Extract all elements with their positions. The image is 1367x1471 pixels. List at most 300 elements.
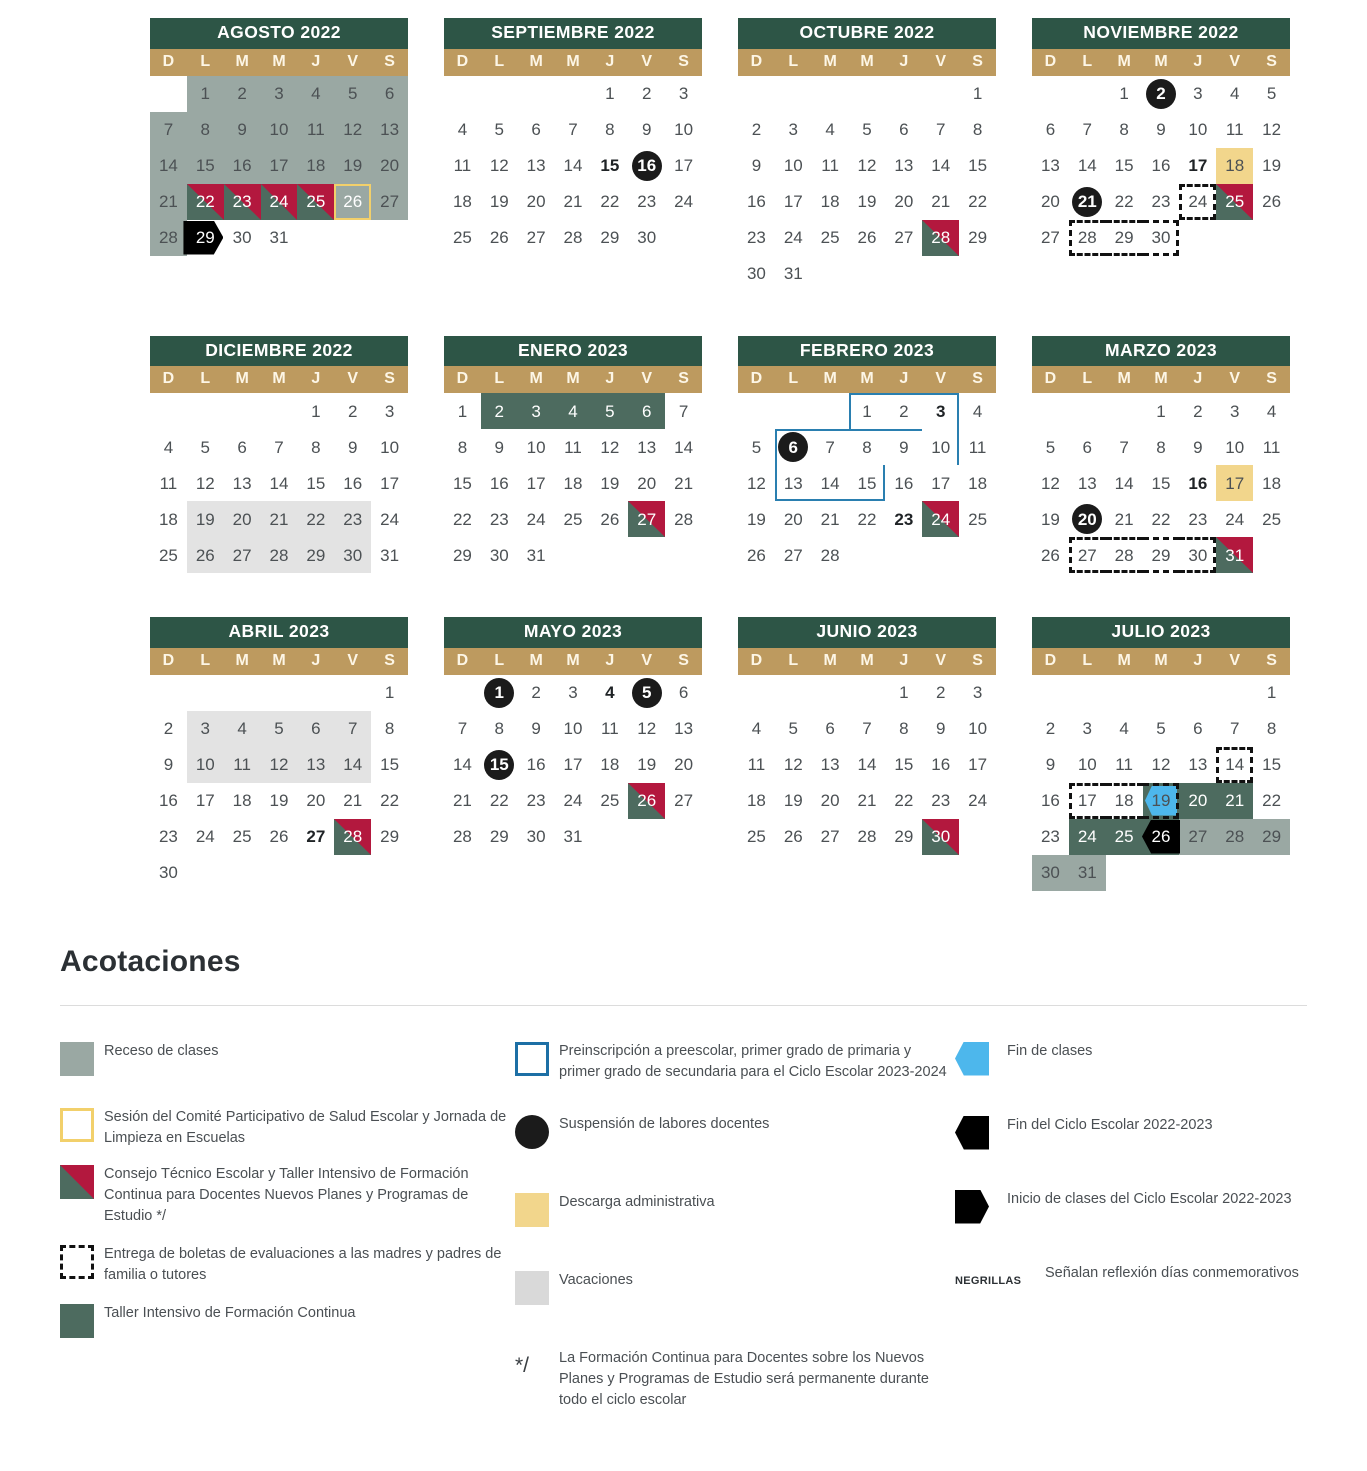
day-cell[interactable] <box>665 783 702 819</box>
day-cell[interactable] <box>775 112 812 148</box>
day-cell[interactable] <box>518 184 555 220</box>
day-cell[interactable] <box>591 112 628 148</box>
day-cell[interactable] <box>1179 747 1216 783</box>
day-cell[interactable] <box>959 76 996 112</box>
day-cell[interactable] <box>738 501 775 537</box>
day-cell[interactable] <box>628 184 665 220</box>
day-cell[interactable] <box>885 711 922 747</box>
day-cell[interactable] <box>444 711 481 747</box>
day-cell[interactable] <box>849 747 886 783</box>
day-cell[interactable] <box>187 747 224 783</box>
day-cell[interactable] <box>959 393 996 429</box>
day-cell[interactable] <box>481 220 518 256</box>
day-cell[interactable] <box>481 393 518 429</box>
day-cell[interactable] <box>555 819 592 855</box>
day-cell[interactable] <box>1032 220 1069 256</box>
day-cell[interactable] <box>738 747 775 783</box>
day-cell[interactable] <box>334 393 371 429</box>
day-cell[interactable] <box>1032 429 1069 465</box>
day-cell[interactable] <box>334 711 371 747</box>
day-cell[interactable] <box>775 429 812 465</box>
day-cell[interactable] <box>628 675 665 711</box>
day-cell[interactable] <box>1253 501 1290 537</box>
day-cell[interactable] <box>922 148 959 184</box>
day-cell[interactable] <box>665 148 702 184</box>
day-cell[interactable] <box>775 220 812 256</box>
day-cell[interactable] <box>812 184 849 220</box>
day-cell[interactable] <box>1143 184 1180 220</box>
day-cell[interactable] <box>1069 783 1106 819</box>
day-cell[interactable] <box>297 501 334 537</box>
day-cell[interactable] <box>150 747 187 783</box>
day-cell[interactable] <box>959 711 996 747</box>
day-cell[interactable] <box>959 675 996 711</box>
day-cell[interactable] <box>224 747 261 783</box>
day-cell[interactable] <box>518 501 555 537</box>
day-cell[interactable] <box>261 747 298 783</box>
day-cell[interactable] <box>1106 76 1143 112</box>
day-cell[interactable] <box>187 112 224 148</box>
day-cell[interactable] <box>1143 501 1180 537</box>
day-cell[interactable] <box>334 537 371 573</box>
day-cell[interactable] <box>371 711 408 747</box>
day-cell[interactable] <box>187 148 224 184</box>
day-cell[interactable] <box>297 76 334 112</box>
day-cell[interactable] <box>885 501 922 537</box>
day-cell[interactable] <box>849 783 886 819</box>
day-cell[interactable] <box>922 465 959 501</box>
day-cell[interactable] <box>518 429 555 465</box>
day-cell[interactable] <box>187 184 224 220</box>
day-cell[interactable] <box>665 393 702 429</box>
day-cell[interactable] <box>665 465 702 501</box>
day-cell[interactable] <box>628 711 665 747</box>
day-cell[interactable] <box>738 220 775 256</box>
day-cell[interactable] <box>591 184 628 220</box>
day-cell[interactable] <box>591 465 628 501</box>
day-cell[interactable] <box>481 112 518 148</box>
day-cell[interactable] <box>371 393 408 429</box>
day-cell[interactable] <box>150 711 187 747</box>
day-cell[interactable] <box>1032 537 1069 573</box>
day-cell[interactable] <box>1143 429 1180 465</box>
day-cell[interactable] <box>187 429 224 465</box>
day-cell[interactable] <box>1143 76 1180 112</box>
day-cell[interactable] <box>555 393 592 429</box>
day-cell[interactable] <box>150 184 187 220</box>
day-cell[interactable] <box>481 429 518 465</box>
day-cell[interactable] <box>224 783 261 819</box>
day-cell[interactable] <box>1106 465 1143 501</box>
day-cell[interactable] <box>481 675 518 711</box>
day-cell[interactable] <box>775 184 812 220</box>
day-cell[interactable] <box>849 184 886 220</box>
day-cell[interactable] <box>555 747 592 783</box>
day-cell[interactable] <box>150 783 187 819</box>
day-cell[interactable] <box>150 465 187 501</box>
day-cell[interactable] <box>812 711 849 747</box>
day-cell[interactable] <box>187 220 224 256</box>
day-cell[interactable] <box>1179 537 1216 573</box>
day-cell[interactable] <box>224 711 261 747</box>
day-cell[interactable] <box>775 819 812 855</box>
day-cell[interactable] <box>959 429 996 465</box>
day-cell[interactable] <box>224 537 261 573</box>
day-cell[interactable] <box>334 112 371 148</box>
day-cell[interactable] <box>849 112 886 148</box>
day-cell[interactable] <box>591 148 628 184</box>
day-cell[interactable] <box>849 711 886 747</box>
day-cell[interactable] <box>187 537 224 573</box>
day-cell[interactable] <box>628 76 665 112</box>
day-cell[interactable] <box>1216 184 1253 220</box>
day-cell[interactable] <box>1143 783 1180 819</box>
day-cell[interactable] <box>150 855 187 891</box>
day-cell[interactable] <box>591 711 628 747</box>
day-cell[interactable] <box>481 747 518 783</box>
day-cell[interactable] <box>261 783 298 819</box>
day-cell[interactable] <box>885 783 922 819</box>
day-cell[interactable] <box>444 429 481 465</box>
day-cell[interactable] <box>224 429 261 465</box>
day-cell[interactable] <box>187 711 224 747</box>
day-cell[interactable] <box>1032 184 1069 220</box>
day-cell[interactable] <box>297 783 334 819</box>
day-cell[interactable] <box>1106 220 1143 256</box>
day-cell[interactable] <box>555 112 592 148</box>
day-cell[interactable] <box>1216 711 1253 747</box>
day-cell[interactable] <box>150 220 187 256</box>
day-cell[interactable] <box>150 148 187 184</box>
day-cell[interactable] <box>444 112 481 148</box>
day-cell[interactable] <box>922 429 959 465</box>
day-cell[interactable] <box>1179 393 1216 429</box>
day-cell[interactable] <box>1216 112 1253 148</box>
day-cell[interactable] <box>775 465 812 501</box>
day-cell[interactable] <box>555 184 592 220</box>
day-cell[interactable] <box>297 393 334 429</box>
day-cell[interactable] <box>261 184 298 220</box>
day-cell[interactable] <box>1069 112 1106 148</box>
day-cell[interactable] <box>775 711 812 747</box>
day-cell[interactable] <box>738 711 775 747</box>
day-cell[interactable] <box>444 501 481 537</box>
day-cell[interactable] <box>628 747 665 783</box>
day-cell[interactable] <box>261 220 298 256</box>
day-cell[interactable] <box>738 819 775 855</box>
day-cell[interactable] <box>1179 711 1216 747</box>
day-cell[interactable] <box>849 393 886 429</box>
day-cell[interactable] <box>922 220 959 256</box>
day-cell[interactable] <box>628 465 665 501</box>
day-cell[interactable] <box>665 76 702 112</box>
day-cell[interactable] <box>1179 76 1216 112</box>
day-cell[interactable] <box>555 429 592 465</box>
day-cell[interactable] <box>922 783 959 819</box>
day-cell[interactable] <box>1253 783 1290 819</box>
day-cell[interactable] <box>849 819 886 855</box>
day-cell[interactable] <box>1143 747 1180 783</box>
day-cell[interactable] <box>518 819 555 855</box>
day-cell[interactable] <box>1032 501 1069 537</box>
day-cell[interactable] <box>922 501 959 537</box>
day-cell[interactable] <box>922 747 959 783</box>
day-cell[interactable] <box>371 112 408 148</box>
day-cell[interactable] <box>591 675 628 711</box>
day-cell[interactable] <box>555 220 592 256</box>
day-cell[interactable] <box>1216 783 1253 819</box>
day-cell[interactable] <box>628 393 665 429</box>
day-cell[interactable] <box>261 501 298 537</box>
day-cell[interactable] <box>1179 819 1216 855</box>
day-cell[interactable] <box>775 501 812 537</box>
day-cell[interactable] <box>1179 783 1216 819</box>
day-cell[interactable] <box>959 184 996 220</box>
day-cell[interactable] <box>1179 465 1216 501</box>
day-cell[interactable] <box>1143 148 1180 184</box>
day-cell[interactable] <box>1216 429 1253 465</box>
day-cell[interactable] <box>261 76 298 112</box>
day-cell[interactable] <box>922 675 959 711</box>
day-cell[interactable] <box>591 220 628 256</box>
day-cell[interactable] <box>555 501 592 537</box>
day-cell[interactable] <box>371 537 408 573</box>
day-cell[interactable] <box>444 220 481 256</box>
day-cell[interactable] <box>297 148 334 184</box>
day-cell[interactable] <box>224 112 261 148</box>
day-cell[interactable] <box>885 429 922 465</box>
day-cell[interactable] <box>812 148 849 184</box>
day-cell[interactable] <box>1069 711 1106 747</box>
day-cell[interactable] <box>261 112 298 148</box>
day-cell[interactable] <box>812 819 849 855</box>
day-cell[interactable] <box>849 501 886 537</box>
day-cell[interactable] <box>481 501 518 537</box>
day-cell[interactable] <box>297 819 334 855</box>
day-cell[interactable] <box>224 148 261 184</box>
day-cell[interactable] <box>297 112 334 148</box>
day-cell[interactable] <box>150 819 187 855</box>
day-cell[interactable] <box>591 747 628 783</box>
day-cell[interactable] <box>628 501 665 537</box>
day-cell[interactable] <box>481 711 518 747</box>
day-cell[interactable] <box>922 393 959 429</box>
day-cell[interactable] <box>371 148 408 184</box>
day-cell[interactable] <box>1143 711 1180 747</box>
day-cell[interactable] <box>555 465 592 501</box>
day-cell[interactable] <box>628 783 665 819</box>
day-cell[interactable] <box>555 711 592 747</box>
day-cell[interactable] <box>518 675 555 711</box>
day-cell[interactable] <box>1143 112 1180 148</box>
day-cell[interactable] <box>738 184 775 220</box>
day-cell[interactable] <box>738 256 775 292</box>
day-cell[interactable] <box>150 501 187 537</box>
day-cell[interactable] <box>1216 501 1253 537</box>
day-cell[interactable] <box>959 501 996 537</box>
day-cell[interactable] <box>150 537 187 573</box>
day-cell[interactable] <box>1179 148 1216 184</box>
day-cell[interactable] <box>885 819 922 855</box>
day-cell[interactable] <box>738 537 775 573</box>
day-cell[interactable] <box>297 429 334 465</box>
day-cell[interactable] <box>885 465 922 501</box>
day-cell[interactable] <box>1179 112 1216 148</box>
day-cell[interactable] <box>1069 855 1106 891</box>
day-cell[interactable] <box>297 184 334 220</box>
day-cell[interactable] <box>812 220 849 256</box>
day-cell[interactable] <box>1253 429 1290 465</box>
day-cell[interactable] <box>591 76 628 112</box>
day-cell[interactable] <box>1216 148 1253 184</box>
day-cell[interactable] <box>1106 783 1143 819</box>
day-cell[interactable] <box>224 220 261 256</box>
day-cell[interactable] <box>297 465 334 501</box>
day-cell[interactable] <box>371 184 408 220</box>
day-cell[interactable] <box>628 148 665 184</box>
day-cell[interactable] <box>297 711 334 747</box>
day-cell[interactable] <box>1253 184 1290 220</box>
day-cell[interactable] <box>1179 429 1216 465</box>
day-cell[interactable] <box>885 112 922 148</box>
day-cell[interactable] <box>1253 76 1290 112</box>
day-cell[interactable] <box>812 429 849 465</box>
day-cell[interactable] <box>1032 465 1069 501</box>
day-cell[interactable] <box>150 429 187 465</box>
day-cell[interactable] <box>1179 501 1216 537</box>
day-cell[interactable] <box>738 429 775 465</box>
day-cell[interactable] <box>812 112 849 148</box>
day-cell[interactable] <box>812 537 849 573</box>
day-cell[interactable] <box>371 819 408 855</box>
day-cell[interactable] <box>1106 711 1143 747</box>
day-cell[interactable] <box>1106 819 1143 855</box>
day-cell[interactable] <box>1143 393 1180 429</box>
day-cell[interactable] <box>297 537 334 573</box>
day-cell[interactable] <box>812 465 849 501</box>
day-cell[interactable] <box>444 537 481 573</box>
day-cell[interactable] <box>959 112 996 148</box>
day-cell[interactable] <box>849 429 886 465</box>
day-cell[interactable] <box>1143 819 1180 855</box>
day-cell[interactable] <box>518 711 555 747</box>
day-cell[interactable] <box>1179 184 1216 220</box>
day-cell[interactable] <box>628 220 665 256</box>
day-cell[interactable] <box>261 537 298 573</box>
day-cell[interactable] <box>444 184 481 220</box>
day-cell[interactable] <box>885 747 922 783</box>
day-cell[interactable] <box>1253 819 1290 855</box>
day-cell[interactable] <box>334 148 371 184</box>
day-cell[interactable] <box>849 220 886 256</box>
day-cell[interactable] <box>297 747 334 783</box>
day-cell[interactable] <box>481 465 518 501</box>
day-cell[interactable] <box>1069 537 1106 573</box>
day-cell[interactable] <box>481 783 518 819</box>
day-cell[interactable] <box>1032 783 1069 819</box>
day-cell[interactable] <box>1143 220 1180 256</box>
day-cell[interactable] <box>555 148 592 184</box>
day-cell[interactable] <box>775 148 812 184</box>
day-cell[interactable] <box>224 465 261 501</box>
day-cell[interactable] <box>1032 112 1069 148</box>
day-cell[interactable] <box>518 112 555 148</box>
day-cell[interactable] <box>444 747 481 783</box>
day-cell[interactable] <box>959 747 996 783</box>
day-cell[interactable] <box>371 76 408 112</box>
day-cell[interactable] <box>1106 112 1143 148</box>
day-cell[interactable] <box>261 465 298 501</box>
day-cell[interactable] <box>1106 184 1143 220</box>
day-cell[interactable] <box>1069 429 1106 465</box>
day-cell[interactable] <box>812 747 849 783</box>
day-cell[interactable] <box>1032 747 1069 783</box>
day-cell[interactable] <box>1216 747 1253 783</box>
day-cell[interactable] <box>334 429 371 465</box>
day-cell[interactable] <box>885 148 922 184</box>
day-cell[interactable] <box>959 465 996 501</box>
day-cell[interactable] <box>1143 465 1180 501</box>
day-cell[interactable] <box>261 819 298 855</box>
day-cell[interactable] <box>922 184 959 220</box>
day-cell[interactable] <box>738 148 775 184</box>
day-cell[interactable] <box>922 819 959 855</box>
day-cell[interactable] <box>371 783 408 819</box>
day-cell[interactable] <box>555 783 592 819</box>
day-cell[interactable] <box>628 429 665 465</box>
day-cell[interactable] <box>444 148 481 184</box>
day-cell[interactable] <box>738 112 775 148</box>
day-cell[interactable] <box>775 537 812 573</box>
day-cell[interactable] <box>1069 747 1106 783</box>
day-cell[interactable] <box>738 783 775 819</box>
day-cell[interactable] <box>1216 393 1253 429</box>
day-cell[interactable] <box>591 501 628 537</box>
day-cell[interactable] <box>665 711 702 747</box>
day-cell[interactable] <box>518 747 555 783</box>
day-cell[interactable] <box>444 783 481 819</box>
day-cell[interactable] <box>334 819 371 855</box>
day-cell[interactable] <box>1032 855 1069 891</box>
day-cell[interactable] <box>334 747 371 783</box>
day-cell[interactable] <box>959 148 996 184</box>
day-cell[interactable] <box>775 256 812 292</box>
day-cell[interactable] <box>1106 148 1143 184</box>
day-cell[interactable] <box>334 465 371 501</box>
day-cell[interactable] <box>334 783 371 819</box>
day-cell[interactable] <box>187 783 224 819</box>
day-cell[interactable] <box>518 537 555 573</box>
day-cell[interactable] <box>775 783 812 819</box>
day-cell[interactable] <box>738 465 775 501</box>
day-cell[interactable] <box>444 465 481 501</box>
day-cell[interactable] <box>591 783 628 819</box>
day-cell[interactable] <box>849 465 886 501</box>
day-cell[interactable] <box>334 76 371 112</box>
day-cell[interactable] <box>885 393 922 429</box>
day-cell[interactable] <box>665 675 702 711</box>
day-cell[interactable] <box>1253 465 1290 501</box>
day-cell[interactable] <box>885 675 922 711</box>
day-cell[interactable] <box>1106 429 1143 465</box>
day-cell[interactable] <box>591 393 628 429</box>
day-cell[interactable] <box>959 220 996 256</box>
day-cell[interactable] <box>1216 537 1253 573</box>
day-cell[interactable] <box>1143 537 1180 573</box>
day-cell[interactable] <box>628 112 665 148</box>
day-cell[interactable] <box>1106 501 1143 537</box>
day-cell[interactable] <box>1106 747 1143 783</box>
